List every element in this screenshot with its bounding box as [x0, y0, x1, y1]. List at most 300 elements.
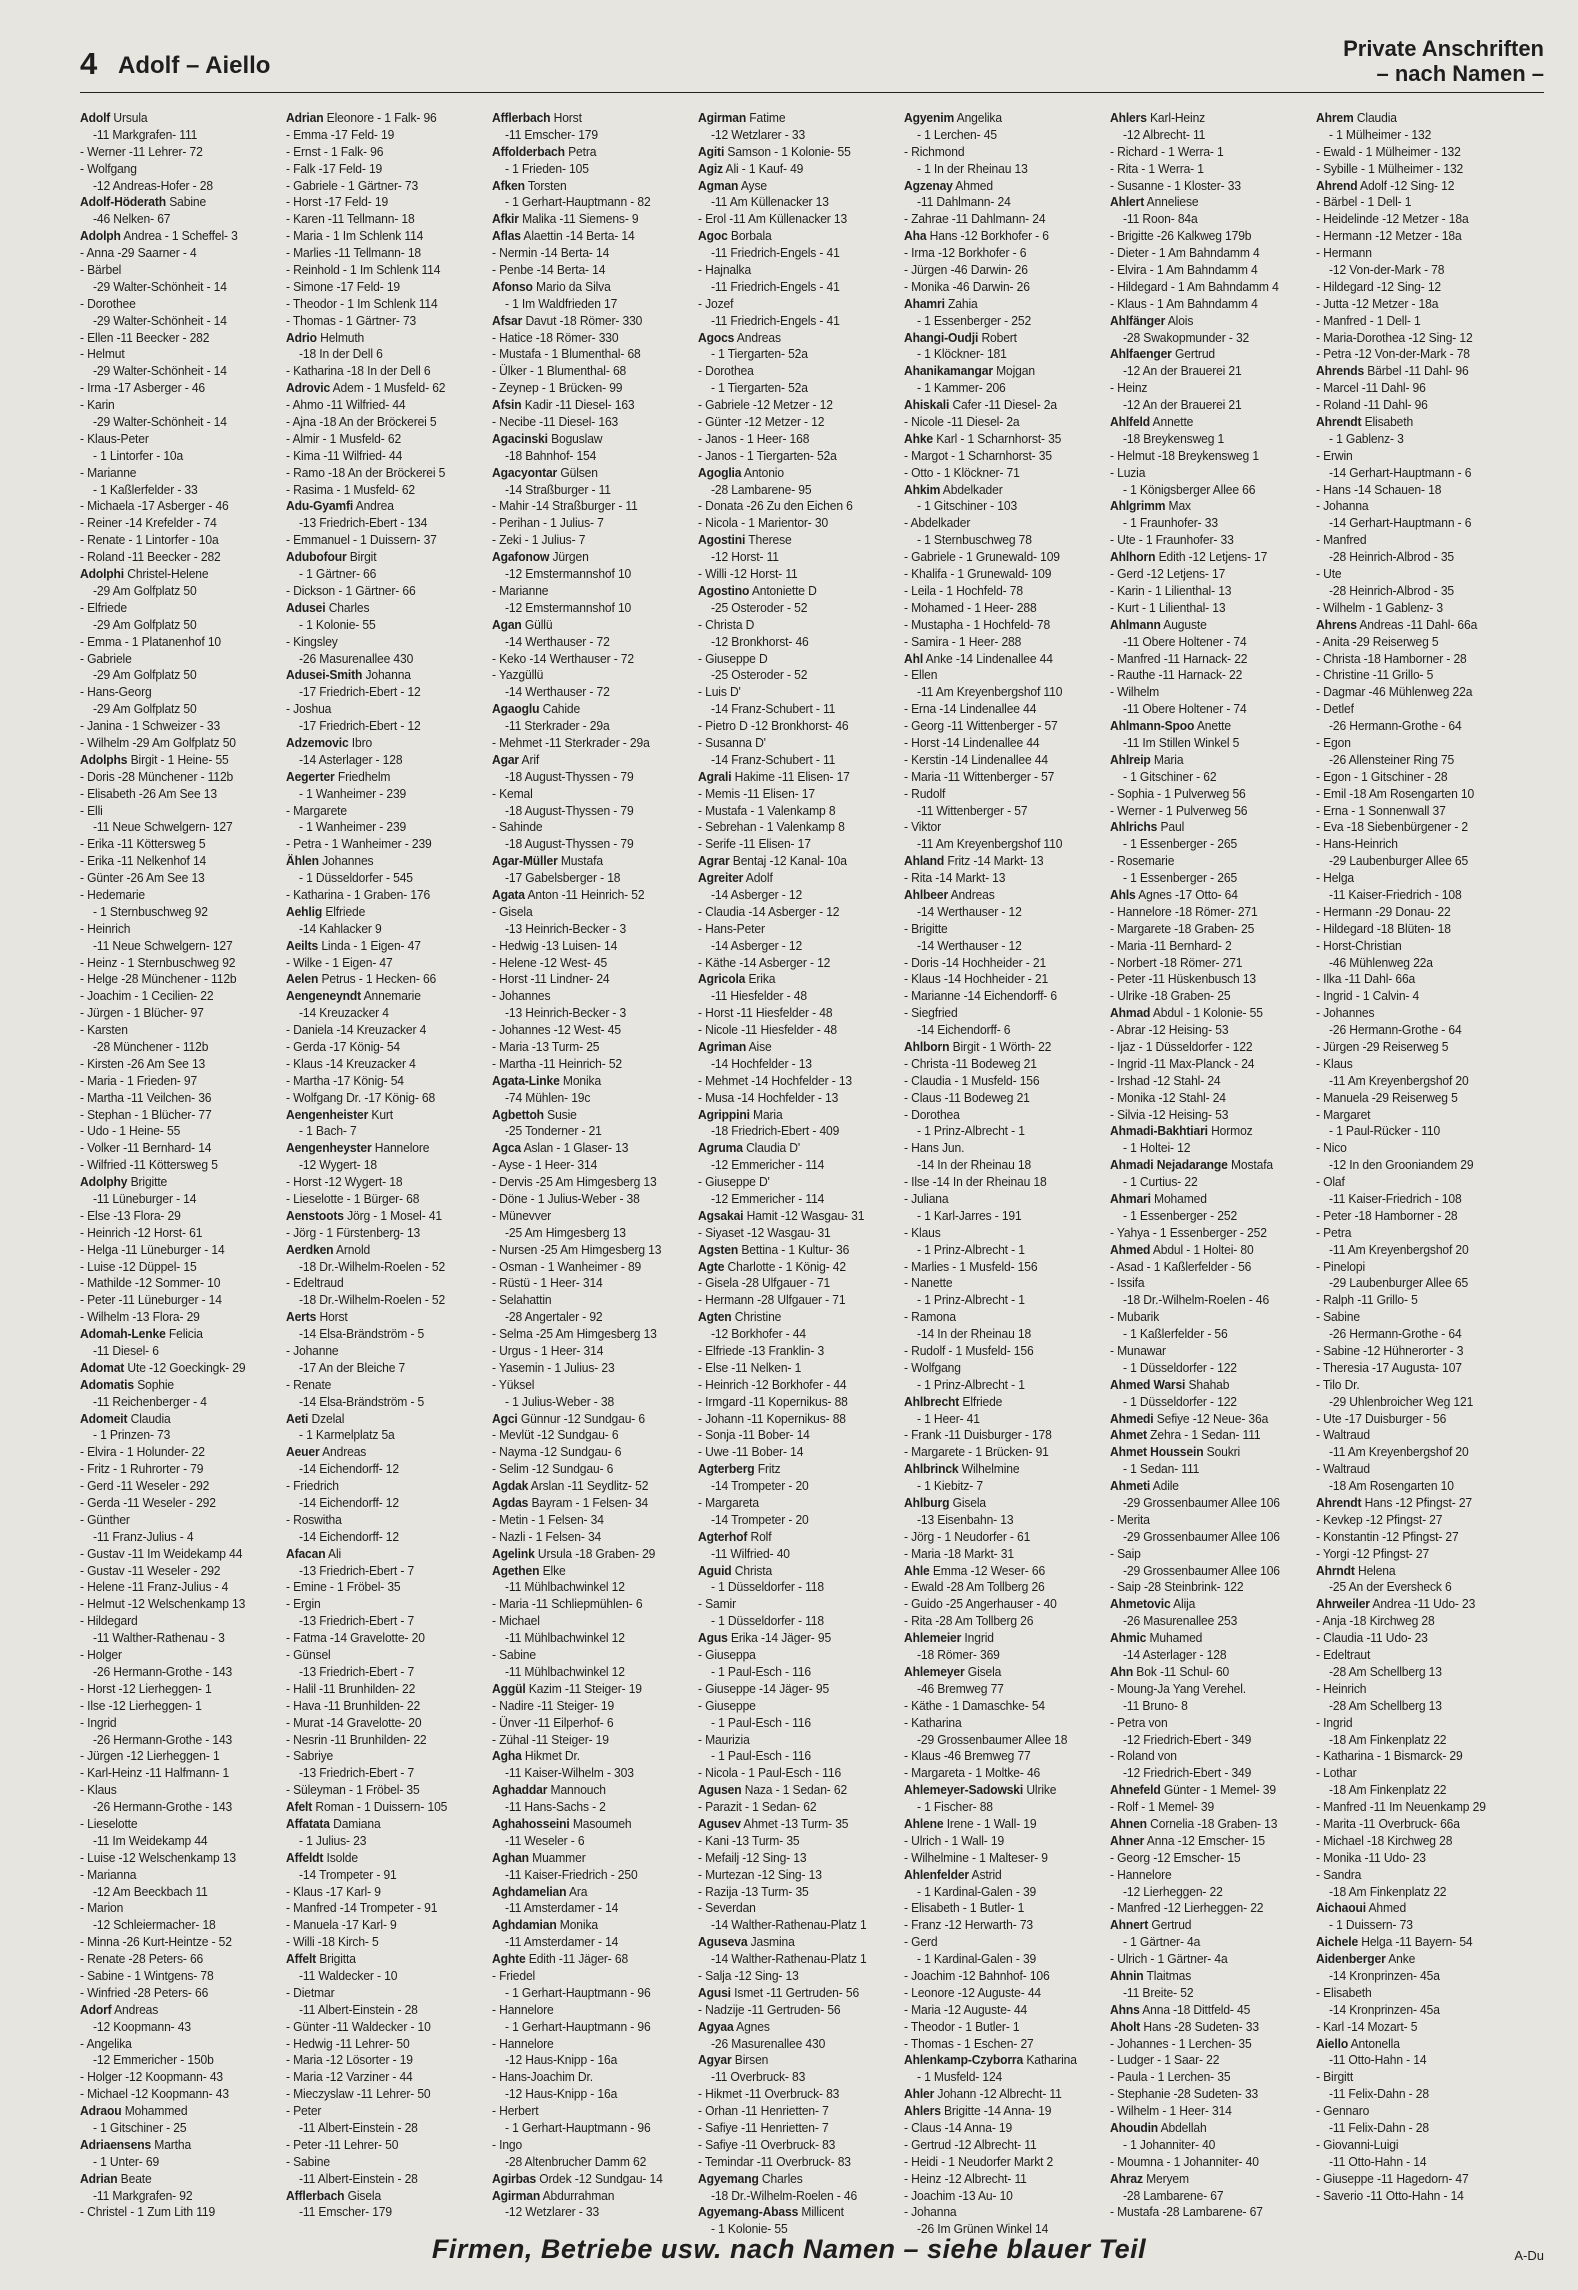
directory-line	[1110, 583, 1296, 600]
directory-line	[1110, 1782, 1296, 1799]
entry-text: -14 Straßburger - 11	[505, 481, 611, 497]
directory-line	[904, 1174, 1090, 1191]
surname: Ahlfänger	[1110, 312, 1166, 328]
directory-line	[286, 819, 472, 836]
directory-line	[80, 2171, 266, 2188]
surname: Ahmetovic	[1110, 1596, 1171, 1612]
entry-text: Therese	[745, 532, 792, 548]
entry-text: - Issifa	[1110, 1275, 1145, 1291]
directory-line	[904, 617, 1090, 634]
directory-line	[698, 1123, 884, 1140]
directory-line	[904, 684, 1090, 701]
entry-text: - Maria -18 Markt- 31	[904, 1545, 1014, 1561]
directory-line	[1316, 1056, 1502, 1073]
entry-text: -26 Masurenallee 430	[711, 2035, 826, 2051]
entry-text: - 1 Düsseldorfer - 118	[711, 1613, 824, 1629]
surname: Ahmari	[1110, 1191, 1151, 1206]
directory-line	[698, 1833, 884, 1850]
entry-text: -26 Hermann-Grothe - 143	[93, 1799, 233, 1815]
entry-text: - Horst-Christian	[1316, 937, 1402, 953]
directory-line	[286, 735, 472, 752]
directory-line	[1110, 870, 1296, 887]
entry-text: - Minna -26 Kurt-Heintze - 52	[80, 1934, 232, 1950]
entry-text: Birgit - 1 Wörth- 22	[949, 1038, 1052, 1054]
entry-text: -11 Mühlbachwinkel 12	[505, 1579, 625, 1595]
directory-line	[698, 549, 884, 566]
entry-text: - Franz -12 Herwarth- 73	[904, 1917, 1034, 1933]
entry-text: - Fatma -14 Gravelotte- 20	[286, 1630, 425, 1646]
surname: Aengenheister	[286, 1106, 369, 1122]
directory-line	[1110, 498, 1296, 515]
directory-line	[80, 228, 266, 245]
directory-column-6	[1110, 110, 1310, 2220]
entry-text: Arslan -11 Seydlitz- 52	[528, 1478, 649, 1494]
directory-line	[286, 380, 472, 397]
entry-text: - Zeynep - 1 Brücken- 99	[492, 380, 623, 396]
surname: Agruma	[698, 1140, 743, 1156]
entry-text: -11 Am Kreyenbergshof 110	[917, 836, 1063, 852]
entry-text: - Klaus	[1316, 1055, 1353, 1071]
entry-text: - Else -11 Nelken- 1	[698, 1359, 802, 1375]
directory-line	[80, 1951, 266, 1968]
entry-text: - Maria -12 Auguste- 44	[904, 2001, 1028, 2017]
entry-text: - Nursen -25 Am Himgesberg 13	[492, 1241, 662, 1257]
entry-text: - Claudia - 1 Musfeld- 156	[904, 1072, 1040, 1088]
entry-text: - Giuseppa	[698, 1647, 756, 1663]
entry-text: -26 Allensteiner Ring 75	[1329, 751, 1455, 767]
directory-line	[1110, 971, 1296, 988]
entry-text: Ordek -12 Sundgau- 14	[536, 2170, 663, 2186]
surname: Agostino	[698, 582, 750, 598]
entry-text: - Dieter - 1 Am Bahndamm 4	[1110, 245, 1260, 261]
directory-line	[1110, 330, 1296, 347]
entry-text: - Gerd -12 Letjens- 17	[1110, 566, 1226, 582]
directory-line	[1316, 1478, 1502, 1495]
entry-text: - Günther	[80, 1511, 130, 1527]
directory-line	[1316, 786, 1502, 803]
entry-text: -11 Franz-Julius - 4	[93, 1528, 194, 1544]
surname: Ahrens	[1316, 616, 1357, 632]
directory-line	[286, 296, 472, 313]
entry-text: - Christine -11 Grillo- 5	[1316, 667, 1434, 683]
entry-text: -25 An der Eversheck 6	[1329, 1579, 1452, 1595]
entry-text: -12 Emmericher - 114	[711, 1191, 825, 1206]
entry-text: - Ute - 1 Fraunhofer- 33	[1110, 532, 1234, 548]
entry-text: - Emmanuel - 1 Duissern- 37	[286, 532, 437, 548]
entry-text: - 1 Königsberger Allee 66	[1123, 481, 1256, 497]
entry-text: - Gabriele - 1 Grunewald- 109	[904, 549, 1060, 565]
directory-line	[80, 1512, 266, 1529]
entry-text: -12 Friedrich-Ebert - 349	[1123, 1731, 1252, 1747]
entry-text: Günnur -12 Sundgau- 6	[517, 1410, 645, 1426]
directory-line	[1316, 414, 1502, 431]
entry-text: -12 In den Grooniandem 29	[1329, 1157, 1474, 1173]
surname: Afken	[492, 177, 525, 193]
directory-line	[904, 2086, 1090, 2103]
entry-text: - Klaus	[80, 1782, 117, 1798]
entry-text: -14 Werthauser - 12	[917, 937, 1022, 953]
surname: Ahlburg	[904, 1495, 950, 1511]
entry-text: - Simone -17 Feld- 19	[286, 278, 400, 294]
directory-line	[80, 2086, 266, 2103]
entry-text: Fatime	[746, 110, 786, 125]
surname: Aha	[904, 228, 927, 244]
entry-text: - 1 Gitschiner - 103	[917, 498, 1018, 514]
directory-line	[286, 1140, 472, 1157]
directory-line	[80, 1478, 266, 1495]
directory-line	[1110, 988, 1296, 1005]
entry-text: -28 Swakopmunder - 32	[1123, 329, 1250, 345]
entry-text: - Kani -13 Turm- 35	[698, 1832, 800, 1848]
entry-text: - Maria -12 Lösorter - 19	[286, 2052, 413, 2068]
directory-line	[80, 1715, 266, 1732]
directory-line	[1316, 2171, 1502, 2188]
entry-text: Bentaj -12 Kanal- 10a	[729, 853, 847, 869]
page-header	[0, 0, 1578, 96]
entry-text: - Friedrich	[286, 1478, 339, 1494]
entry-text: - 1 Kardinal-Galen - 39	[917, 1883, 1037, 1899]
surname: Ahrend	[1316, 177, 1358, 193]
entry-text: - Gabriele -12 Metzer - 12	[698, 397, 833, 413]
section-title	[1343, 36, 1544, 86]
directory-line	[698, 465, 884, 482]
entry-text: - 1 Paul-Esch - 116	[711, 1748, 811, 1764]
entry-text: Günter - 1 Memel- 39	[1160, 1782, 1276, 1798]
directory-line	[698, 2137, 884, 2154]
directory-line	[1110, 566, 1296, 583]
entry-text: - Hajnalka	[698, 262, 752, 278]
entry-text: -29 Grossenbaumer Allee 106	[1123, 1495, 1280, 1511]
directory-line	[1316, 1174, 1502, 1191]
entry-text: - Erika -11 Köttersweg 5	[80, 836, 206, 852]
directory-line	[698, 1630, 884, 1647]
surname: Aidenberger	[1316, 1951, 1386, 1967]
entry-text: - Nicola - 1 Marientor- 30	[698, 515, 829, 531]
directory-line	[698, 330, 884, 347]
entry-text: - Ingrid - 1 Calvin- 4	[1316, 988, 1420, 1004]
directory-line	[286, 1799, 472, 1816]
directory-line	[286, 1191, 472, 1208]
directory-line	[698, 1968, 884, 1985]
directory-line	[1110, 1951, 1296, 1968]
directory-line	[904, 2052, 1090, 2069]
entry-text: -18 Am Finkenplatz 22	[1329, 1731, 1447, 1747]
directory-line	[1110, 1022, 1296, 1039]
entry-text: - Erwin	[1316, 447, 1353, 463]
entry-text: - Asad - 1 Kaßlerfelder - 56	[1110, 1258, 1252, 1274]
entry-text: - Horst -12 Wygert- 18	[286, 1174, 403, 1190]
directory-line	[80, 1833, 266, 1850]
entry-text: - Wolfgang Dr. -17 König- 68	[286, 1089, 436, 1105]
entry-text: - Ewald -28 Am Tollberg 26	[904, 1579, 1045, 1595]
directory-line	[286, 938, 472, 955]
entry-text: Bärbel -11 Dahl- 96	[1364, 363, 1469, 379]
directory-line	[698, 1951, 884, 1968]
surname: Agreiter	[698, 870, 744, 886]
directory-line	[286, 1765, 472, 1782]
directory-line	[1316, 346, 1502, 363]
surname: Ahrweiler	[1316, 1596, 1370, 1612]
directory-line	[80, 1259, 266, 1276]
entry-text: - Susanne - 1 Kloster- 33	[1110, 177, 1241, 193]
directory-line	[80, 1563, 266, 1580]
directory-line	[698, 1664, 884, 1681]
entry-text: - Mustafa -28 Lambarene- 67	[1110, 2204, 1263, 2220]
entry-text: - Rita -28 Am Tollberg 26	[904, 1613, 1034, 1629]
directory-line	[698, 735, 884, 752]
entry-text: -14 Elsa-Brändström - 5	[299, 1326, 425, 1342]
entry-text: Torsten	[524, 177, 567, 193]
directory-line	[286, 1698, 472, 1715]
directory-line	[492, 1123, 678, 1140]
directory-line	[492, 684, 678, 701]
entry-text: - Ilse -12 Lierheggen- 1	[80, 1697, 202, 1713]
directory-line	[1110, 1427, 1296, 1444]
directory-line	[1110, 819, 1296, 836]
directory-line	[492, 1732, 678, 1749]
surname: Afelt	[286, 1799, 313, 1815]
entry-text: -12 Emstermannshof 10	[505, 599, 632, 615]
directory-line	[286, 2002, 472, 2019]
entry-text: -11 Am Kreyenbergshof 20	[1329, 1241, 1469, 1257]
entry-text: - Nayma -12 Sundgau- 6	[492, 1444, 622, 1460]
directory-line	[492, 1681, 678, 1698]
entry-text: Alois	[1165, 312, 1194, 328]
directory-line	[80, 1934, 266, 1951]
entry-text: - Rita -14 Markt- 13	[904, 870, 1006, 886]
directory-line	[698, 651, 884, 668]
directory-line	[492, 532, 678, 549]
entry-text: - 1 Paul-Esch - 116	[711, 1714, 811, 1730]
entry-text: - Samira - 1 Heer- 288	[904, 633, 1022, 649]
entry-text: Karl - 1 Scharnhorst- 35	[933, 430, 1062, 446]
directory-line	[80, 1529, 266, 1546]
entry-text: - Pietro D -12 Bronkhorst- 46	[698, 718, 849, 734]
directory-line	[492, 2019, 678, 2036]
directory-line	[1316, 1394, 1502, 1411]
directory-line	[492, 583, 678, 600]
entry-text: Birsen	[731, 2052, 769, 2068]
directory-line	[904, 1715, 1090, 1732]
directory-line	[904, 211, 1090, 228]
directory-line	[286, 1917, 472, 1934]
entry-text: - Maria - 1 Im Schlenk 114	[286, 228, 424, 244]
surname: Ahlgrimm	[1110, 498, 1166, 514]
entry-text: -11 Neue Schwelgern- 127	[93, 819, 233, 835]
entry-text: -14 Kronprinzen- 45a	[1329, 2001, 1440, 2017]
surname: Ahlbrecht	[904, 1393, 960, 1409]
entry-text: - Ünver -11 Eilperhof- 6	[492, 1714, 614, 1730]
entry-text: - Münevver	[492, 1207, 552, 1223]
entry-text: Andreas	[734, 329, 781, 345]
surname: Aggül	[492, 1680, 526, 1696]
entry-text: -26 Im Grünen Winkel 14	[917, 2221, 1049, 2237]
directory-line	[80, 904, 266, 921]
directory-line	[1110, 718, 1296, 735]
directory-line	[492, 1242, 678, 1259]
entry-text: Annette	[1150, 414, 1194, 430]
directory-line	[698, 887, 884, 904]
surname: Ahoudin	[1110, 2119, 1159, 2135]
entry-text: - Marlies - 1 Musfeld- 156	[904, 1258, 1038, 1274]
entry-text: -29 Am Golfplatz 50	[93, 667, 197, 683]
directory-line	[492, 549, 678, 566]
entry-text: - Siegfried	[904, 1005, 958, 1021]
directory-line	[492, 1630, 678, 1647]
directory-line	[492, 245, 678, 262]
entry-text: Ismet -11 Gertruden- 56	[730, 1984, 860, 2000]
directory-line	[492, 465, 678, 482]
directory-line	[1110, 397, 1296, 414]
entry-text: Ursula -18 Graben- 29	[534, 1545, 656, 1561]
directory-line	[1110, 1546, 1296, 1563]
directory-line	[492, 1613, 678, 1630]
directory-line	[80, 296, 266, 313]
entry-text: - Roswitha	[286, 1511, 342, 1527]
entry-text: Agnes	[733, 2018, 770, 2034]
surname: Afflerbach	[286, 2187, 345, 2203]
entry-text: - Irshad -12 Stahl- 24	[1110, 1072, 1221, 1088]
directory-line	[80, 2120, 266, 2137]
surname: Ahmedi	[1110, 1410, 1154, 1426]
directory-line	[1110, 1664, 1296, 1681]
entry-text: -11 Obere Holtener - 74	[1123, 701, 1247, 717]
directory-line	[698, 1546, 884, 1563]
surname: Adomah-Lenke	[80, 1326, 166, 1342]
directory-line	[698, 1107, 884, 1124]
directory-line	[904, 2188, 1090, 2205]
entry-text: - 1 Fraunhofer- 33	[1123, 515, 1218, 531]
entry-text: - Döne - 1 Julius-Weber - 38	[492, 1191, 640, 1206]
surname: Adorf	[80, 2001, 112, 2017]
directory-line	[286, 262, 472, 279]
entry-text: - Karen -11 Tellmann- 18	[286, 211, 415, 227]
directory-line	[80, 1748, 266, 1765]
directory-line	[286, 1123, 472, 1140]
surname: Agha	[492, 1748, 522, 1764]
directory-line	[286, 1647, 472, 1664]
directory-line	[698, 904, 884, 921]
entry-text: -25 Osteroder - 52	[711, 599, 808, 615]
surname: Adusei	[286, 599, 326, 615]
entry-text: - Orhan -11 Henrietten- 7	[698, 2103, 829, 2119]
directory-line	[492, 313, 678, 330]
directory-line	[80, 684, 266, 701]
directory-line	[80, 262, 266, 279]
entry-text: -14 Franz-Schubert - 11	[711, 701, 836, 717]
entry-text: - Stephan - 1 Blücher- 77	[80, 1106, 212, 1122]
entry-text: - Claudia -14 Asberger - 12	[698, 903, 840, 919]
directory-line	[1110, 752, 1296, 769]
directory-line	[1316, 955, 1502, 972]
directory-line	[1110, 887, 1296, 904]
entry-text: Antonella	[1348, 2035, 1400, 2051]
directory-line	[904, 1647, 1090, 1664]
directory-line	[286, 2036, 472, 2053]
surname: Agacinski	[492, 430, 548, 446]
entry-text: - Dorothea	[904, 1106, 960, 1122]
directory-line	[1110, 836, 1296, 853]
section-title-line-1: Private Anschriften	[1343, 36, 1544, 61]
entry-text: - Peter -11 Hüskenbusch 13	[1110, 971, 1257, 987]
entry-text: Gisela	[964, 1663, 1002, 1679]
directory-line	[1316, 2103, 1502, 2120]
directory-line	[1110, 1461, 1296, 1478]
directory-line	[904, 1765, 1090, 1782]
entry-text: - Christel - 1 Zum Lith 119	[80, 2204, 216, 2220]
directory-line	[492, 1360, 678, 1377]
directory-line	[698, 1242, 884, 1259]
entry-text: -11 Hans-Sachs - 2	[505, 1799, 606, 1815]
entry-text: - Almir - 1 Musfeld- 62	[286, 430, 402, 446]
directory-line	[698, 1715, 884, 1732]
directory-line	[286, 1833, 472, 1850]
surname: Agar	[492, 751, 519, 767]
surname: Agan	[492, 616, 522, 632]
directory-line	[698, 1748, 884, 1765]
entry-text: -13 Eisenbahn- 13	[917, 1511, 1014, 1527]
directory-line	[698, 380, 884, 397]
entry-text: - Günter -12 Metzer - 12	[698, 414, 825, 430]
directory-line	[1110, 1225, 1296, 1242]
directory-line	[1110, 1157, 1296, 1174]
directory-line	[80, 330, 266, 347]
directory-line	[80, 921, 266, 938]
surname: Ahrem	[1316, 110, 1354, 125]
directory-line	[698, 853, 884, 870]
entry-text: Rolf	[747, 1528, 772, 1544]
directory-line	[1316, 1732, 1502, 1749]
entry-text: - Mefailj -12 Sing- 13	[698, 1849, 807, 1865]
entry-text: Adolf	[743, 870, 773, 886]
directory-line	[904, 532, 1090, 549]
entry-text: - Heinrich -12 Horst- 61	[80, 1224, 203, 1240]
directory-line	[698, 1647, 884, 1664]
entry-text: - Jürgen - 1 Blücher- 97	[80, 1005, 204, 1021]
directory-line	[80, 194, 266, 211]
entry-text: - Katharina	[904, 1714, 962, 1730]
entry-text: -11 Im Weidekamp 44	[93, 1832, 208, 1848]
directory-line	[80, 346, 266, 363]
directory-line	[80, 1073, 266, 1090]
directory-line	[1316, 1630, 1502, 1647]
entry-text: - Elvira - 1 Holunder- 22	[80, 1444, 205, 1460]
directory-line	[80, 1765, 266, 1782]
directory-line	[1316, 1799, 1502, 1816]
directory-line	[80, 448, 266, 465]
entry-text: - Ajna -18 An der Bröckerei 5	[286, 414, 437, 430]
directory-line	[80, 1140, 266, 1157]
directory-line	[492, 1208, 678, 1225]
entry-text: Ahmed	[952, 177, 993, 193]
directory-line	[1110, 1039, 1296, 1056]
directory-line	[904, 955, 1090, 972]
entry-text: - Rudolf	[904, 785, 946, 801]
directory-line	[1316, 2036, 1502, 2053]
directory-line	[1316, 1613, 1502, 1630]
entry-text: - Sahinde	[492, 819, 543, 835]
entry-text: - Murat -14 Gravelotte- 20	[286, 1714, 422, 1730]
directory-line	[286, 1461, 472, 1478]
directory-line	[1316, 1208, 1502, 1225]
entry-text: Mannouch	[547, 1782, 606, 1798]
entry-text: - Nazli - 1 Felsen- 34	[492, 1528, 602, 1544]
directory-line	[286, 634, 472, 651]
entry-text: - Hedwig -11 Lehrer- 50	[286, 2035, 410, 2051]
entry-text: - Rolf - 1 Memel- 39	[1110, 1799, 1215, 1815]
directory-line	[904, 1461, 1090, 1478]
entry-text: - 1 Wanheimer - 239	[299, 819, 407, 835]
